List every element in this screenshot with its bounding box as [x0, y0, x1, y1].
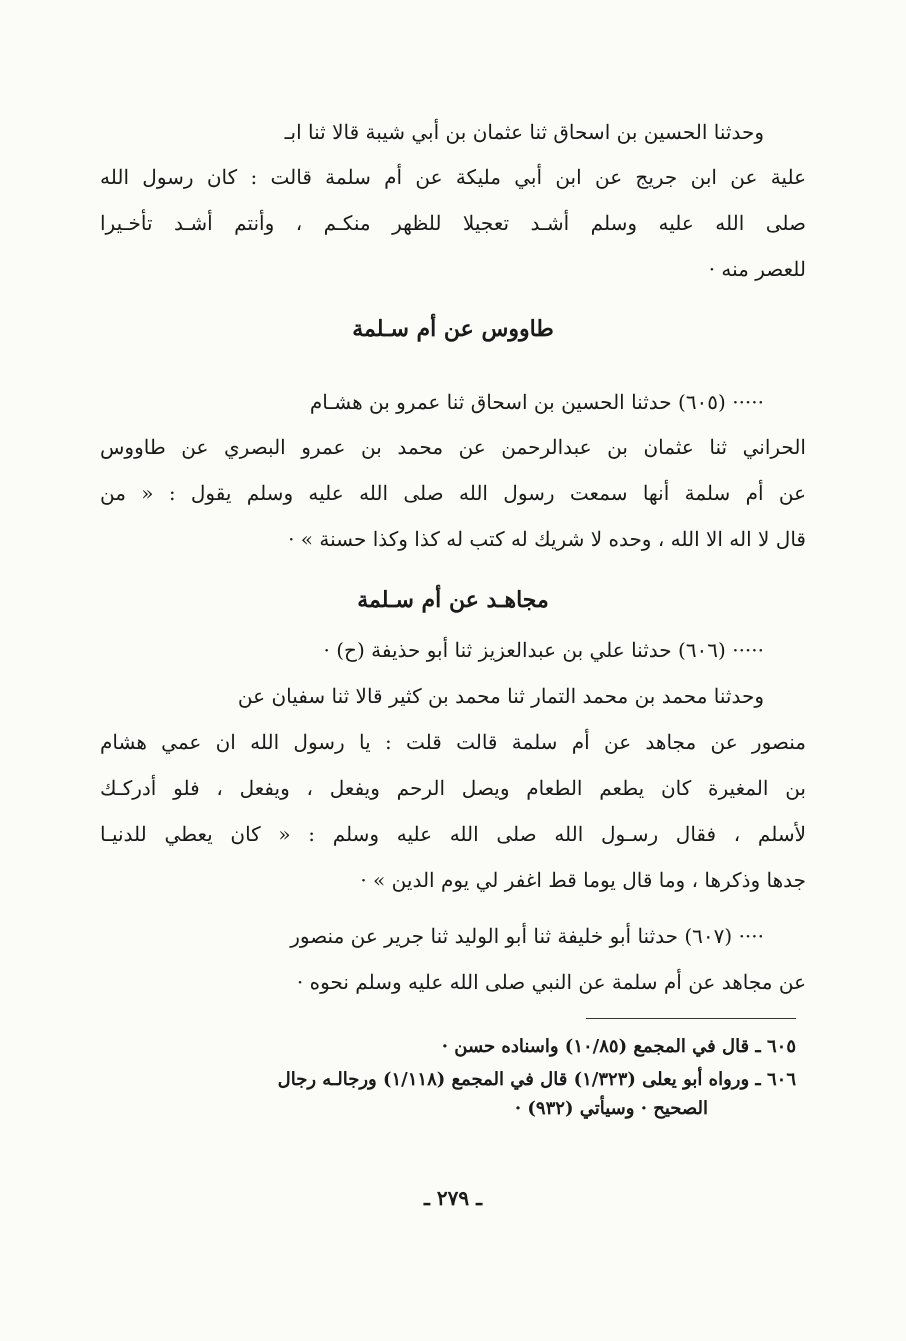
- text-line: قال لا اله الا الله ، وحده لا شريك له كتب له كذا وكذا حسنة » ·: [288, 527, 806, 551]
- text-line: ····· (٦٠٦) حدثنا علي بن عبدالعزيز ثنا أبو حذيفة (ح) ·: [323, 638, 764, 662]
- hadith-605: [100, 390, 806, 560]
- text-line: لأسلم ، فقال رسـول الله صلى الله عليه وسلم : « كان يعطي للدنيـا: [100, 822, 806, 846]
- text-line: جدها وذكرها ، وما قال يوما قط اغفر لي يوم الدين » ·: [360, 868, 806, 892]
- text-line: صلى الله عليه وسلم أشـد تعجيلا للظهر منكـم ، وأنتم أشـد تأخـيرا: [100, 211, 806, 235]
- text-line: عن أم سلمة أنها سمعت رسول الله صلى الله عليه وسلم يقول : « من: [100, 481, 806, 505]
- page-number: ـ ٢٧٩ ـ: [424, 1186, 482, 1210]
- footnote-606-continued: الصحيح · وسيأتي (٩٣٢) ·: [514, 1098, 708, 1119]
- text-line: الحراني ثنا عثمان بن عبدالرحمن عن محمد بن عمرو البصري عن طاووس: [100, 435, 806, 459]
- text-line: منصور عن مجاهد عن أم سلمة قالت قلت : يا رسول الله ان عمي هشام: [100, 730, 806, 754]
- text-line: وحدثنا محمد بن محمد التمار ثنا محمد بن كثير قالا ثنا سفيان عن: [237, 684, 764, 708]
- text-line: بن المغيرة كان يطعم الطعام ويصل الرحم ويفعل ، ويفعل ، فلو أدركـك: [100, 776, 806, 800]
- footnote-divider: [586, 1018, 796, 1019]
- section-heading-mujahid: مجاهـد عن أم سـلمة: [357, 587, 549, 613]
- section-heading-tawus: طاووس عن أم سـلمة: [352, 316, 554, 342]
- text-line: للعصر منه ·: [708, 257, 806, 281]
- footnote-606: ٦٠٦ ـ ورواه أبو يعلى (١/٣٢٣) قال في المجمع (١/١١٨) ورجالـه رجال: [277, 1069, 796, 1090]
- text-line: علية عن ابن جريج عن ابن أبي مليكة عن أم سلمة قالت : كان رسول الله: [100, 165, 807, 189]
- paragraph-intro: [100, 120, 806, 290]
- hadith-606: [100, 638, 806, 898]
- text-line: عن مجاهد عن أم سلمة عن النبي صلى الله عليه وسلم نحوه ·: [296, 970, 806, 994]
- text-line: وحدثنا الحسين بن اسحاق ثنا عثمان بن أبي شيبة قالا ثنا ابـ: [284, 120, 764, 144]
- hadith-607: [100, 924, 806, 1004]
- footnote-605: ٦٠٥ ـ قال في المجمع (١٠/٨٥) واسناده حسن ·: [441, 1036, 796, 1057]
- text-line: ····· (٦٠٥) حدثنا الحسين بن اسحاق ثنا عمرو بن هشـام: [309, 390, 764, 414]
- text-line: ···· (٦٠٧) حدثنا أبو خليفة ثنا أبو الوليد ثنا جرير عن منصور: [290, 924, 764, 948]
